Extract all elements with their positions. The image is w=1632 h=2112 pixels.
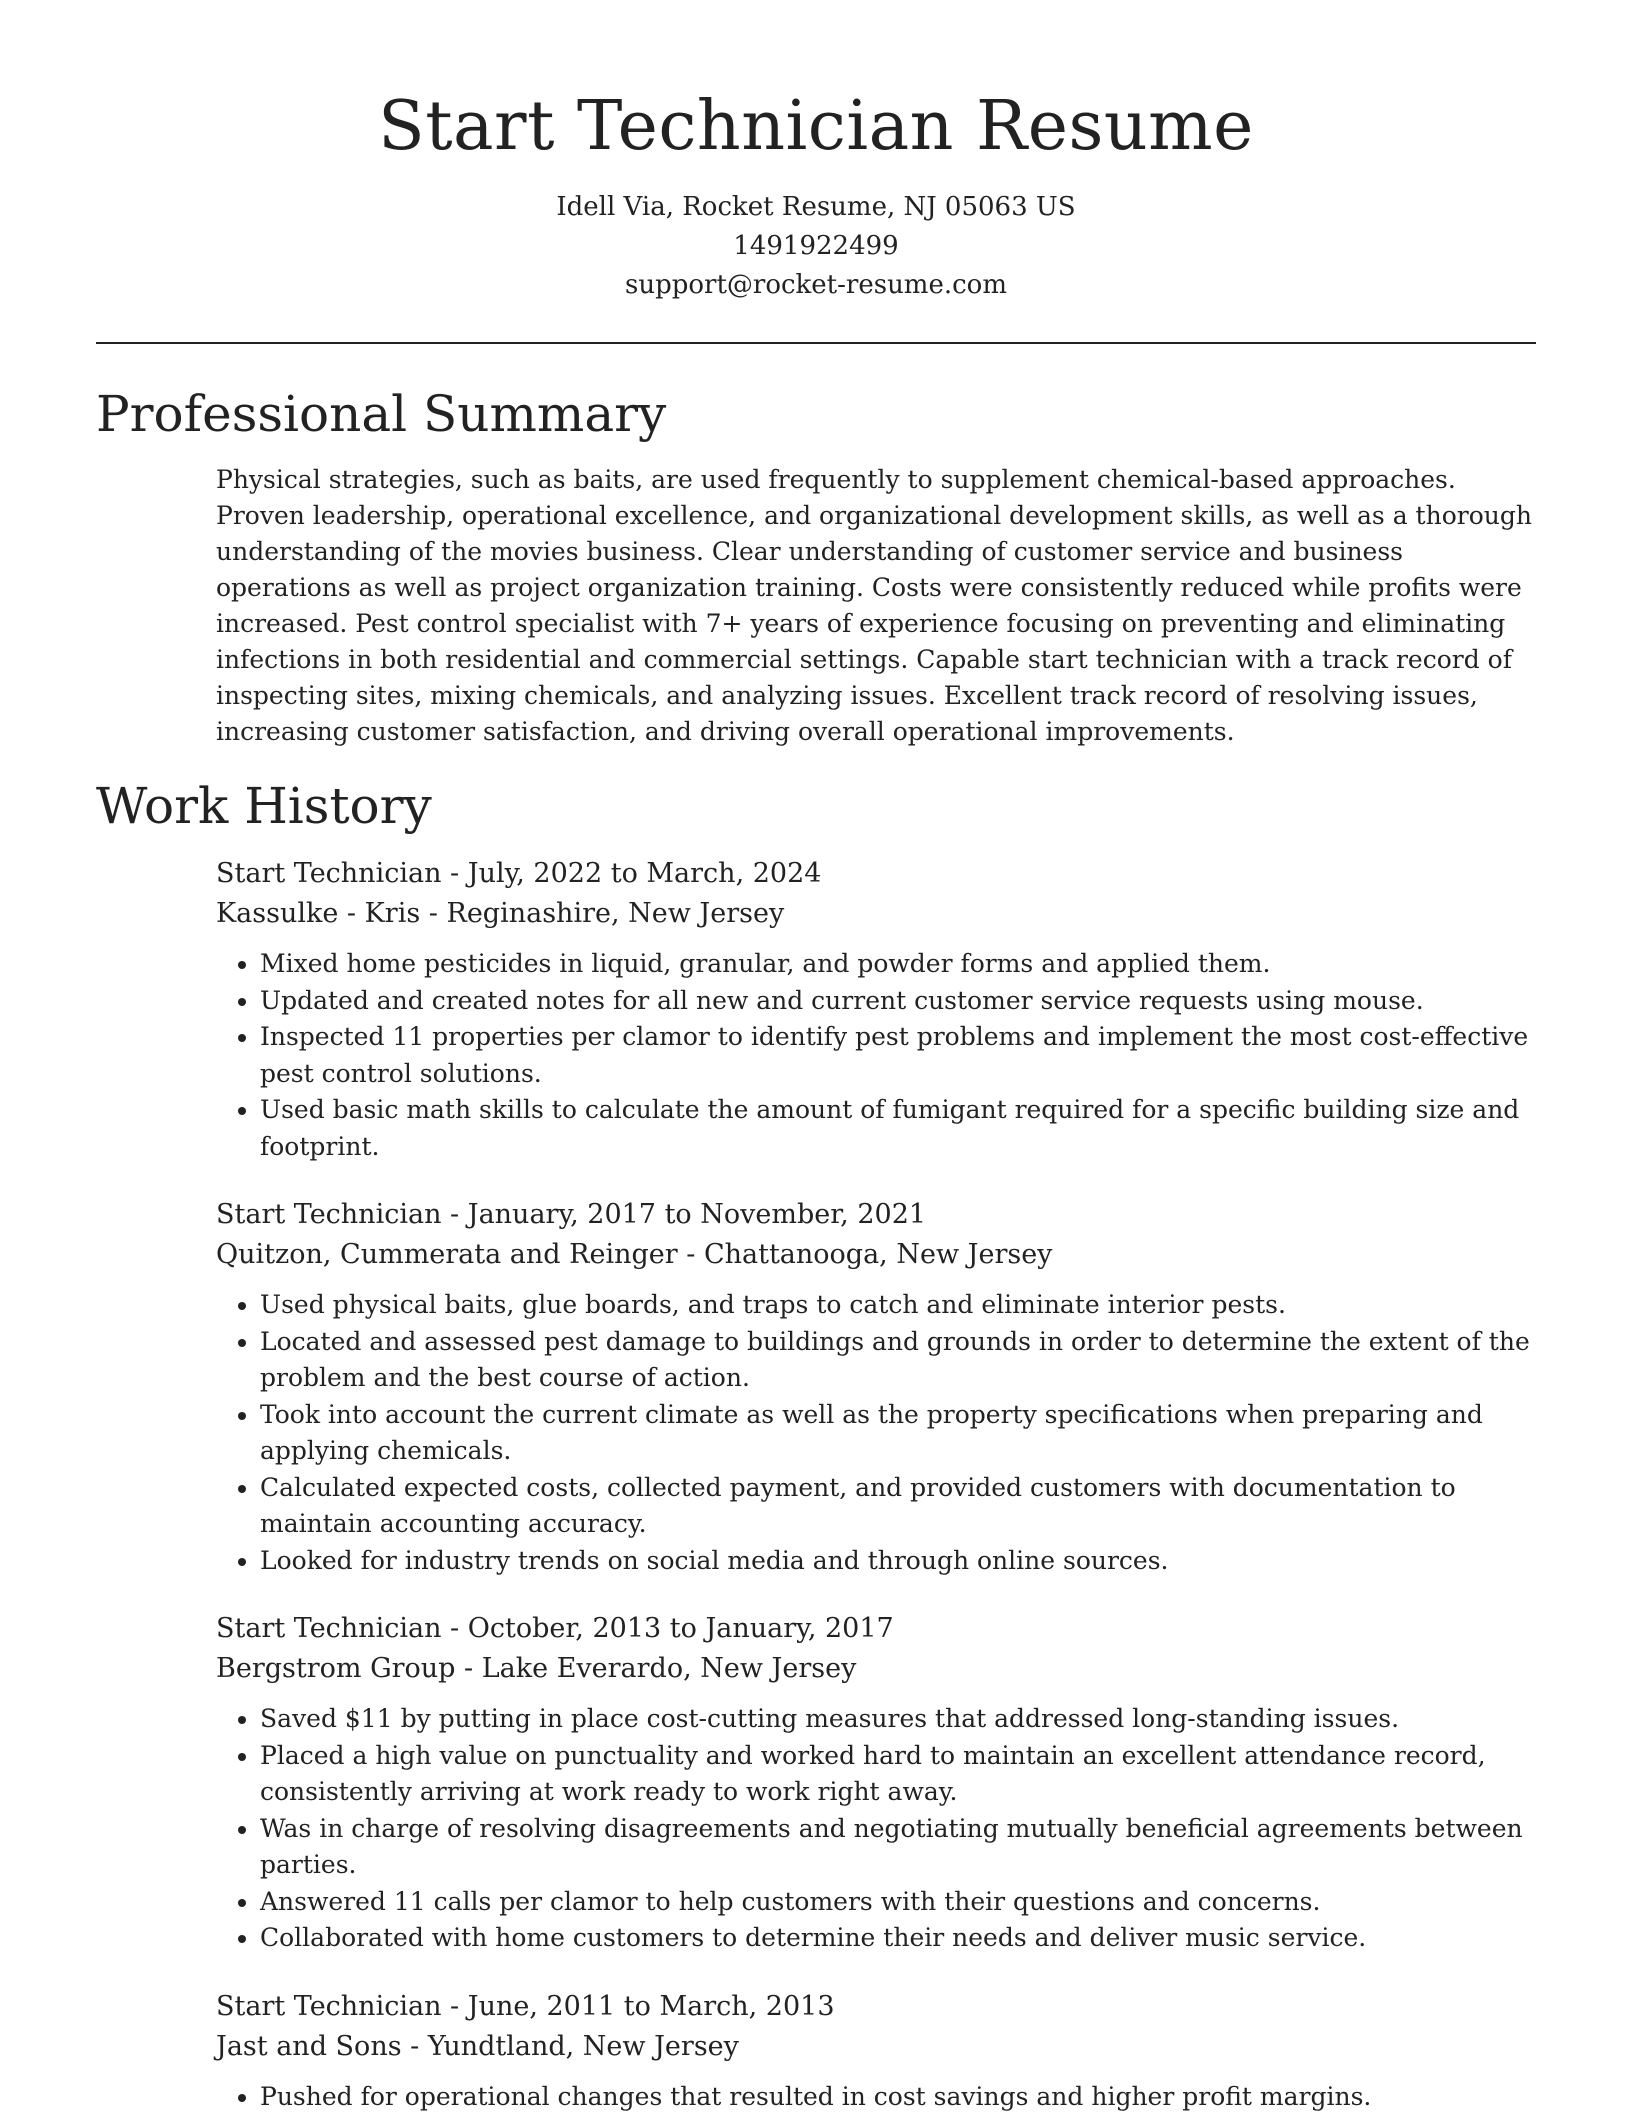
job-entry <box>216 1609 1536 1957</box>
job-company-line: Quitzon, Cummerata and Reinger - Chattanooga, New Jersey <box>216 1239 1053 1270</box>
resume-header <box>0 0 1632 305</box>
job-bullet: • Pushed for operational changes that resulted in cost savings and higher profit margins. <box>260 2079 1536 2112</box>
job-bullet: • Updated and created notes for all new and current customer service requests using mouse. <box>260 983 1536 1020</box>
job-title-line: Start Technician - January, 2017 to November, 2021 <box>216 1199 927 1230</box>
job-bullets <box>216 946 1536 1165</box>
job-bullet: • Inspected 11 properties per clamor to identify pest problems and implement the most cost-effective pest control solutions. <box>260 1019 1536 1092</box>
job-bullet: • Used basic math skills to calculate the amount of fumigant required for a specific building size and footprint. <box>260 1092 1536 1165</box>
job-company-line: Bergstrom Group - Lake Everardo, New Jersey <box>216 1653 857 1684</box>
job-bullet: • Mixed home pesticides in liquid, granular, and powder forms and applied them. <box>260 946 1536 983</box>
job-bullets <box>216 1701 1536 1957</box>
job-bullet: • Collaborated with home customers to determine their needs and deliver music service. <box>260 1920 1536 1957</box>
job-company-line: Jast and Sons - Yundtland, New Jersey <box>216 2030 739 2062</box>
header-divider <box>96 342 1536 344</box>
job-bullet: • Looked for industry trends on social media and through online sources. <box>260 1543 1536 1580</box>
job-bullet: • Answered 11 calls per clamor to help customers with their questions and concerns. <box>260 1884 1536 1921</box>
job-bullet: • Placed a high value on punctuality and worked hard to maintain an excellent attendance record, consistently arriving at work ready to work right away. <box>260 1738 1536 1811</box>
job-title-line: Start Technician - June, 2011 to March, 2013 <box>216 1990 835 2022</box>
work-history-heading: Work History <box>96 777 432 835</box>
job-entry <box>216 854 1536 1165</box>
job-entry <box>216 1195 1536 1579</box>
contact-block <box>0 188 1632 305</box>
job-bullet: • Calculated expected costs, collected payment, and provided customers with documentation to maintain accounting accuracy. <box>260 1470 1536 1543</box>
work-history-list <box>216 854 1536 2112</box>
contact-phone: 1491922499 <box>733 231 899 261</box>
contact-address: Idell Via, Rocket Resume, NJ 05063 US <box>556 192 1076 222</box>
job-bullet: • Took into account the current climate as well as the property specifications when preparing and applying chemicals. <box>260 1397 1536 1470</box>
job-company-line: Kassulke - Kris - Reginashire, New Jersey <box>216 898 785 929</box>
job-bullet: • Saved $11 by putting in place cost-cutting measures that addressed long-standing issues. <box>260 1701 1536 1738</box>
job-bullets <box>216 1287 1536 1579</box>
summary-heading: Professional Summary <box>96 385 667 443</box>
job-title-line: Start Technician - October, 2013 to January, 2017 <box>216 1613 894 1644</box>
contact-email: support@rocket-resume.com <box>624 270 1007 300</box>
job-bullet: • Used physical baits, glue boards, and traps to catch and eliminate interior pests. <box>260 1287 1536 1324</box>
job-bullet: • Located and assessed pest damage to buildings and grounds in order to determine the extent of the problem and the best course of action. <box>260 1324 1536 1397</box>
resume-title: Start Technician Resume <box>378 87 1254 166</box>
job-entry <box>216 1987 1536 2112</box>
job-bullet: • Was in charge of resolving disagreements and negotiating mutually beneficial agreements between parties. <box>260 1811 1536 1884</box>
job-title-line: Start Technician - July, 2022 to March, 2024 <box>216 858 822 889</box>
summary-text: Physical strategies, such as baits, are used frequently to supplement chemical-based approaches. Proven leadership, operational excellence, and organizational development skills, as well as a thorough understanding of the movies business. Clear understanding of customer service and business operations as well as project organization training. Costs were consistently reduced while profits were increased. Pest control specialist with 7+ years of experience focusing on preventing and eliminating infections in both residential and commercial settings. Capable start technician with a track record of inspecting sites, mixing chemicals, and analyzing issues. Excellent track record of resolving issues, increasing customer satisfaction, and driving overall operational improvements. <box>216 465 1532 746</box>
job-bullets <box>216 2079 1536 2112</box>
